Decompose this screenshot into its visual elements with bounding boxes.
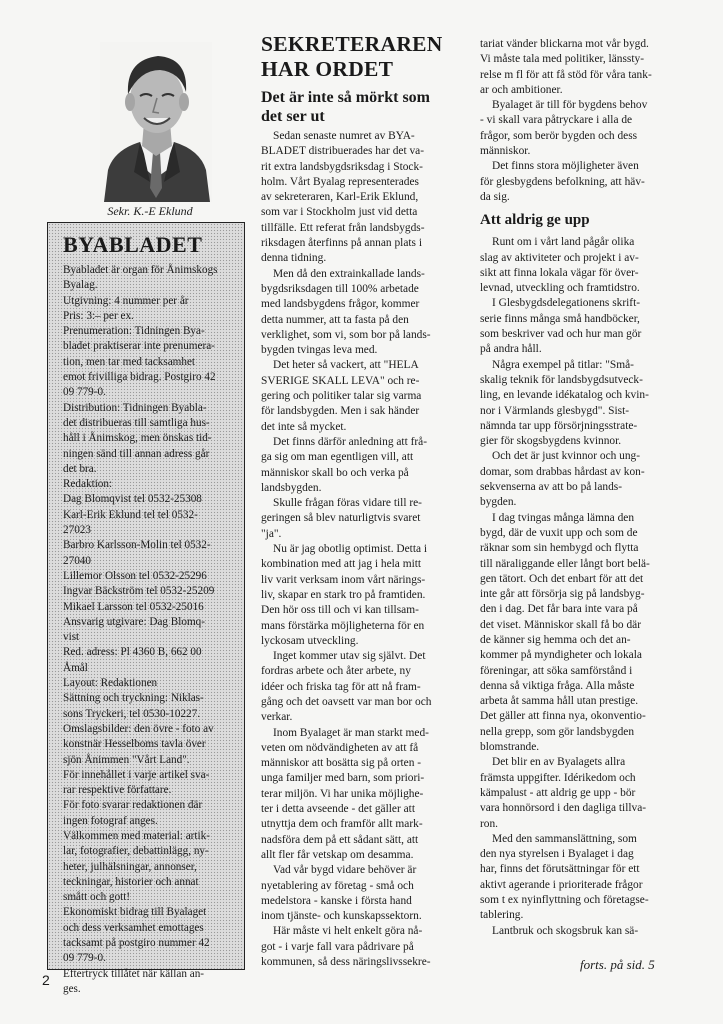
infobox-line: Eftertryck tillåtet när källan an- [63,967,205,980]
article-line: da sig. [480,190,510,203]
article-line: Lantbruk och skogsbruk kan sä- [492,924,639,937]
article-line: ron. [480,817,499,830]
infobox-line: Ekonomiskt bidrag till Byalaget [63,906,207,919]
article-line: medelstora - kanske i första hand [261,894,412,907]
infobox-line: 09 779-0. [63,952,106,965]
article-line: ling, en levande idékatalog och kvin- [480,389,649,402]
article-line: mans förstärka möjligheterna för en [261,619,425,632]
infobox-title: BYABLADET [63,232,203,257]
article-line: kommunen, så dess näringslivssekre- [261,956,431,969]
infobox-line: Byalag. [63,279,98,292]
article-line: med landsbygdens frågor, kommer [261,298,420,311]
article-line: SVERIGE SKALL LEVA" och re- [261,374,420,387]
infobox-line: Ansvarig utgivare: Dag Blomq- [63,615,205,628]
article-line: Det finns därför anledning att frå- [273,435,428,448]
article-line: inte går att försörja sig på landsbyg- [480,588,645,601]
infobox-line: det bra. [63,462,97,475]
article-line: som t ex nyinflyttning och företagse- [480,894,649,907]
infobox-line: emot frivilliga bidrag. Postgiro 42 [63,371,216,384]
infobox-line: sjön Ånimmen "Vårt Land". [63,753,190,766]
article-line: nämnda tar upp försörjningsstrate- [480,419,638,432]
article-line: relse m fl för att få stöd för våra tank- [480,68,652,81]
infobox-line: Lillemor Olsson tel 0532-25296 [63,569,207,582]
article-line: skalig teknik för landsbygdsutveck- [480,373,643,386]
article-line: kombination med att jag i hela mitt [261,558,422,571]
article-line: tillfälle. Ett referat från landsbygds- [261,221,425,234]
article-line: landsbygden. [261,481,322,494]
article-line: människor skall bo och verka på [261,466,409,479]
article-line: sikt att finna lokala vägar för över- [480,266,639,279]
infobox-line: ges. [63,982,81,995]
article-line: för landsbygden. Men i sak händer [261,405,420,418]
article-line: gång och det oavsett var man bor och [261,695,432,708]
infobox-line: 27040 [63,554,91,567]
infobox-line: Redaktion: [63,478,113,491]
article-line: nor i Värmlands glesbygd". Sist- [480,404,630,417]
infobox-line: smått och gott! [63,891,131,904]
article-line: - vi skall vara påtryckare i alla de [480,114,633,127]
article-line: sekvenserna av att bo på lands- [480,481,623,494]
article-line: människor att bosätta sig på orten - [261,757,422,770]
article-line: på andra håll. [480,343,542,356]
article-line: tablering. [480,909,524,922]
infobox-line: tacksamt på postgiro nummer 42 [63,937,210,950]
article-line: aktivt agerande i prioriterade frågor [480,878,643,891]
article-line: kommer på myndigheter och lokala [480,649,642,662]
article-line: det inte så mycket. [261,420,347,433]
article-body-right-bottom [480,235,685,939]
article-line: Sedan senaste numret av BYA- [273,130,415,142]
article-line: Vi måste tala med politiker, länssty- [480,53,644,66]
infobox-line: sons Tryckeri, tel 0530-10227. [63,707,201,720]
article-right-column [480,37,685,939]
article-line: lyckosam utveckling. [261,634,359,647]
article-line: detta nummer, att ta fasta på den [261,313,409,326]
article-line: Runt om i vårt land pågår olika [492,236,635,249]
article-line: Skulle frågan föras vidare till re- [273,497,422,510]
infobox-line: Byabladet är organ för Ånimskogs [63,264,218,276]
infobox-line: Omslagsbilder: den övre - foto av [63,722,214,735]
article-body-middle [261,129,466,970]
infobox-line: Red. adress: Pl 4360 B, 662 00 [63,646,202,659]
article-line: Vad vår bygd vidare behöver är [273,864,417,877]
article-body-right-top [480,37,685,205]
infobox-line: lar, fotografier, debattinlägg, ny- [63,845,209,858]
article-line: serie finns många små handböcker, [480,312,640,325]
infobox-line: Välkommen med material: artik- [63,829,210,842]
headline-line-2: HAR ORDET [261,57,394,81]
article-line: bygd, där de vuxit upp och som de [480,526,638,539]
article-line: terar miljön. Vi har unika möjlighe- [261,787,424,800]
infobox-line: håll i Ånimskog, men önskas tid- [63,432,212,445]
article-line: bygden tvingas leva med. [261,344,378,357]
article-line: got - i varje fall vara pådrivare på [261,940,414,953]
continued-note: forts. på sid. 5 [580,957,655,972]
infobox-line: konstnär Hesselboms tavla över [63,738,206,751]
article-line: Det gäller att finna nya, okonventio- [480,710,646,723]
article-line: av sekreteraren, Karl-Erik Eklund, [261,191,419,204]
article-line: I dag tvingas många lämna den [492,511,635,524]
infobox-line: Åmål [63,661,88,674]
article-line: det viset. Människor skall få bo där [480,618,642,631]
article-line: Inom Byalaget är man starkt med- [273,726,429,739]
article-line: allt fler får vetskap om desamma. [261,848,414,861]
infobox-line: Prenumeration: Tidningen Bya- [63,325,205,338]
article-line: ga sig om man egentligen vill, att [261,451,414,464]
article-line: Det heter så vackert, att "HELA [273,359,419,372]
article-line: främsta uppgifter. Idérikedom och [480,771,636,784]
article-line: veten om nödvändigheten av att få [261,741,419,754]
article-line: nyetablering av företag - små och [261,879,414,892]
photo-caption: Sekr. K.-E Eklund [107,204,193,218]
article-line: Den hör oss till och vi kan tillsam- [261,604,419,617]
article-line: gen tätort. Och det enbart för att det [480,572,644,585]
article-line: föreningar, att söka samförstånd i [480,664,633,677]
article-line: för glesbygdens befolkning, att häv- [480,175,645,188]
infobox-line: heter, julhälsningar, annonser, [63,860,197,873]
article-line: riksdagen återfinns på annan plats i [261,237,422,250]
article-line: verklighet, som vi, som bor på lands- [261,328,431,341]
infobox-line: Sättning och tryckning: Niklas- [63,692,204,705]
infobox-line: Karl-Erik Eklund tel tel 0532- [63,508,198,521]
article-line: Här måste vi helt enkelt göra nå- [273,925,423,938]
article-line: ter i detta avseende - det gäller att [261,803,416,816]
article-line: vara honnörsord i den dagliga tillva- [480,802,647,815]
article-line: den nya styrelsen i Byalaget i dag [480,848,634,861]
infobox-line: ingen fotograf anges. [63,814,158,827]
infobox-line: 09 779-0. [63,386,106,399]
article-line: domar, som drabbas hårdast av kon- [480,465,645,478]
article-line: fordras arbete och åter arbete, ny [261,665,411,678]
infobox-line: 27023 [63,524,91,537]
article-line: I Glesbygdsdelegationens skrift- [492,297,641,310]
article-line: inom tjänste- och kunskapssektorn. [261,910,422,923]
article-line: slag av aktiviteter och projekt i av- [480,251,639,264]
article-line: räknar som sin hembygd och flytta [480,542,639,555]
article-line: BLADET distribuerades har det va- [261,145,425,158]
article-line: liv varit verksam inom vårt närings- [261,573,426,586]
infobox-line: Distribution: Tidningen Byabla- [63,401,207,414]
infobox-line: Utgivning: 4 nummer per år [63,294,189,307]
article-line: holm. Vårt Byalag representerades [261,175,419,188]
article-line: ar och ambitioner. [480,83,563,96]
article-line: som beskriver vad och hur man gör [480,328,642,341]
article-line: gering och politiker talar sig varma [261,390,422,403]
portrait-image [100,42,212,202]
infobox-line: tion, men tar med tacksamhet [63,355,196,368]
article-line: gier för skogsbygdens kvinnor. [480,435,622,448]
article-line: bygdsriksdagen till 100% arbetade [261,282,419,295]
subheading-line-1: Det är inte så mörkt som [261,89,431,106]
article-line: nadsföra dem på ett sådant sätt, att [261,833,419,846]
article-line: levnad, utveckling och framtidstro. [480,282,640,295]
infobox-line: Dag Blomqvist tel 0532-25308 [63,493,202,506]
infobox-line: ningen sänd till annan adress går [63,447,210,460]
article-line: denna så viktiga fråga. Alla måste [480,679,635,692]
article-line: arbeta åt samma håll utan prestige. [480,695,639,708]
article-line: Men då den extrainkallade lands- [273,267,425,280]
infobox-line: För foto svarar redaktionen där [63,799,203,812]
article-line: "ja". [261,527,282,540]
article-line: Inget kommer utav sig självt. Det [273,650,426,663]
infobox-line: Ingvar Bäckström tel 0532-25209 [63,585,215,598]
article-line: som var i Stockholm just vid detta [261,206,418,219]
byabladet-infobox [47,222,245,995]
article-line: denna tidning. [261,252,327,265]
article-line: Med den sammanslättning, som [492,832,637,845]
infobox-line: det distribueras till samtliga hus- [63,416,210,429]
article-line: rit extra landsbygdsriksdag i Stock- [261,160,423,173]
article-line: liv, skapar en stark tro på framtiden. [261,588,426,601]
article-line: människor. [480,145,531,158]
article-line: Nu är jag obotlig optimist. Detta i [273,543,428,556]
article-line: till näraliggande eller långt bort belä- [480,557,650,570]
infobox-line: vist [63,631,80,644]
article-line: Byalaget är till för bygdens behov [492,99,648,112]
article-line: tariat vänder blickarna mot vår bygd. [480,38,649,50]
article-line: utnyttja dem och framför allt mark- [261,818,423,831]
article-line: den i dag. Det får bara inte vara på [480,603,638,616]
article-line: bygden. [480,496,517,509]
article-line: geringen så blev naturligtvis svaret [261,512,421,525]
infobox-line: Layout: Redaktionen [63,677,158,690]
article-line: blomstrande. [480,741,540,754]
infobox-line: bladet praktiserar inte prenumera- [63,340,215,353]
article-line: har, finns det förutsättningar för ett [480,863,640,876]
infobox-line: rar respektive författare. [63,784,172,797]
article-line: Det finns stora möjligheter även [492,160,639,173]
article-line: nella grepp, som gör landsbygden [480,725,635,738]
section-heading: Att aldrig ge upp [480,212,590,229]
infobox-line: teckningar, historier och annat [63,875,199,888]
article-line: de känner sig hemma och det an- [480,633,631,646]
infobox-line: Barbro Karlsson-Molin tel 0532- [63,539,211,552]
subheading-line-2: det ser ut [261,108,325,125]
infobox-line: Pris: 3:– per ex. [63,309,134,322]
article-line: verkar. [261,711,293,724]
article-line: Några exempel på titlar: "Små- [492,358,634,371]
article-line: idéer och friska tag för att nå fram- [261,680,421,693]
article-line: kämpalust - att aldrig ge upp - bör [480,786,636,799]
page-number: 2 [42,972,50,988]
article-line: frågor, som berör bygden och dess [480,129,638,142]
article-middle-column [261,32,466,970]
infobox-line: För innehållet i varje artikel sva- [63,768,210,781]
article-line: Och det är just kvinnor och ung- [492,450,641,463]
infobox-line: Mikael Larsson tel 0532-25016 [63,600,204,613]
infobox-line: och dess verksamhet emottages [63,921,204,934]
article-line: Det blir en av Byalagets allra [492,756,626,769]
article-line: unga familjer med barn, som priori- [261,772,425,785]
headline-line-1: SEKRETERAREN [261,32,443,56]
infobox-text [63,263,234,997]
portrait-photo [100,42,212,202]
